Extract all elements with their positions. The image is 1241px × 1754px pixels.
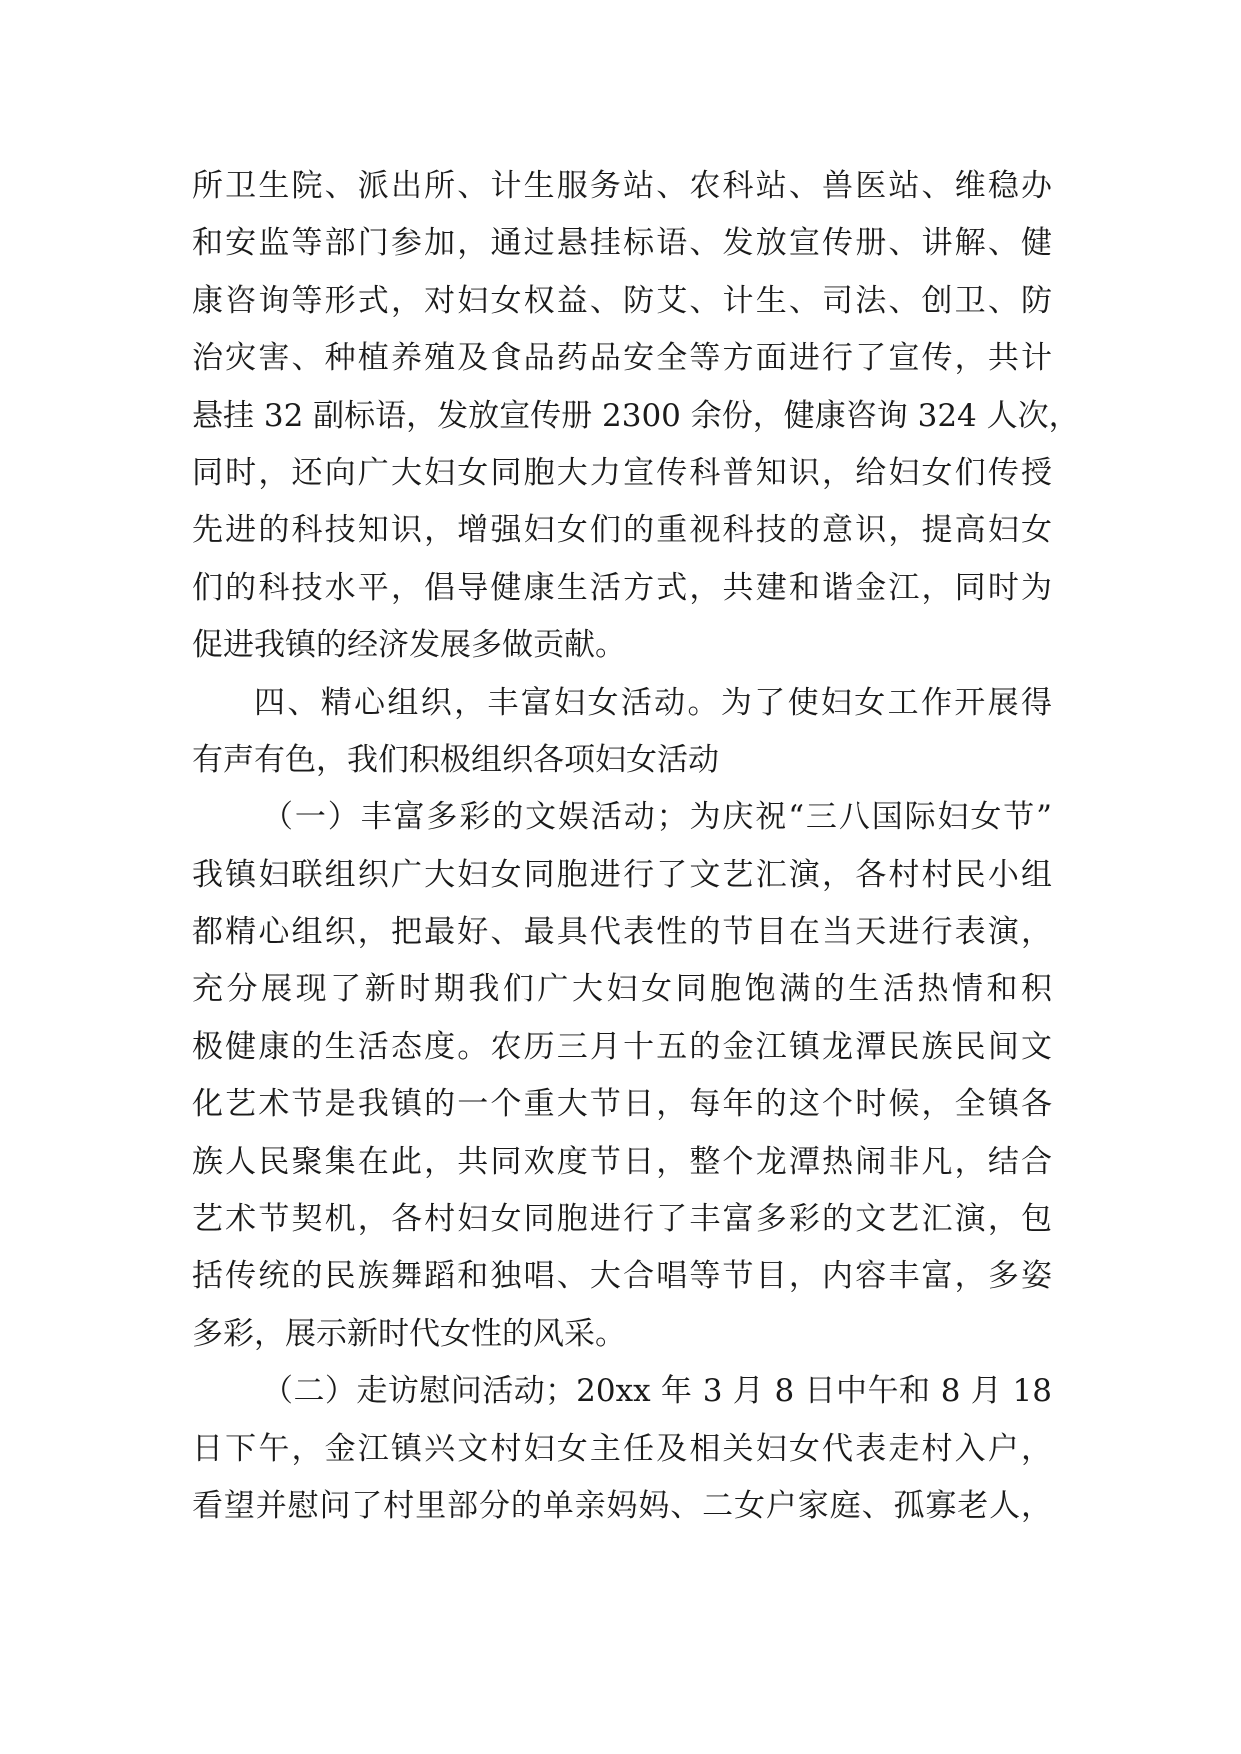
text-line: 多彩，展示新时代女性的风采。	[192, 1315, 626, 1352]
section-heading-line: 四、精心组织，丰富妇女活动。为了使妇女工作开展得	[254, 684, 1052, 721]
text-line: 日下午，金江镇兴文村妇女主任及相关妇女代表走村入户，	[192, 1430, 1052, 1467]
text-line: 促进我镇的经济发展多做贡献。	[192, 627, 626, 664]
text-line: 看望并慰问了村里部分的单亲妈妈、二女户家庭、孤寡老人，	[192, 1487, 1052, 1524]
text-line: 们的科技水平，倡导健康生活方式，共建和谐金江，同时为	[192, 569, 1052, 606]
text-line: 我镇妇联组织广大妇女同胞进行了文艺汇演，各村村民小组	[192, 856, 1052, 893]
text-line: 有声有色，我们积极组织各项妇女活动	[192, 741, 719, 778]
text-line: 康咨询等形式，对妇女权益、防艾、计生、司法、创卫、防	[192, 282, 1052, 319]
subsection-heading-line: （一）丰富多彩的文娱活动；为庆祝“三八国际妇女节”	[262, 799, 1052, 836]
body-text	[192, 158, 1080, 1535]
text-line: 化艺术节是我镇的一个重大节日，每年的这个时候，全镇各	[192, 1086, 1052, 1123]
text-line: 极健康的生活态度。农历三月十五的金江镇龙潭民族民间文	[192, 1028, 1052, 1065]
text-line: 充分展现了新时期我们广大妇女同胞饱满的生活热情和积	[192, 971, 1052, 1008]
text-line: 同时，还向广大妇女同胞大力宣传科普知识，给妇女们传授	[192, 454, 1052, 491]
text-line: 艺术节契机，各村妇女同胞进行了丰富多彩的文艺汇演，包	[192, 1201, 1052, 1238]
subsection-heading-line: （二）走访慰问活动；20xx 年 3 月 8 日中午和 8 月 18	[262, 1373, 1052, 1410]
text-line: 悬挂 32 副标语，发放宣传册 2300 余份，健康咨询 324 人次，	[192, 397, 1080, 434]
text-line: 治灾害、种植养殖及食品药品安全等方面进行了宣传，共计	[192, 340, 1052, 377]
text-line: 都精心组织，把最好、最具代表性的节目在当天进行表演，	[192, 914, 1052, 951]
text-line: 所卫生院、派出所、计生服务站、农科站、兽医站、维稳办	[192, 168, 1052, 204]
text-line: 族人民聚集在此，共同欢度节日，整个龙潭热闹非凡，结合	[192, 1143, 1052, 1180]
text-line: 和安监等部门参加，通过悬挂标语、发放宣传册、讲解、健	[192, 225, 1052, 262]
text-line: 括传统的民族舞蹈和独唱、大合唱等节目，内容丰富，多姿	[192, 1258, 1052, 1295]
text-line: 先进的科技知识，增强妇女们的重视科技的意识，提高妇女	[192, 512, 1052, 549]
